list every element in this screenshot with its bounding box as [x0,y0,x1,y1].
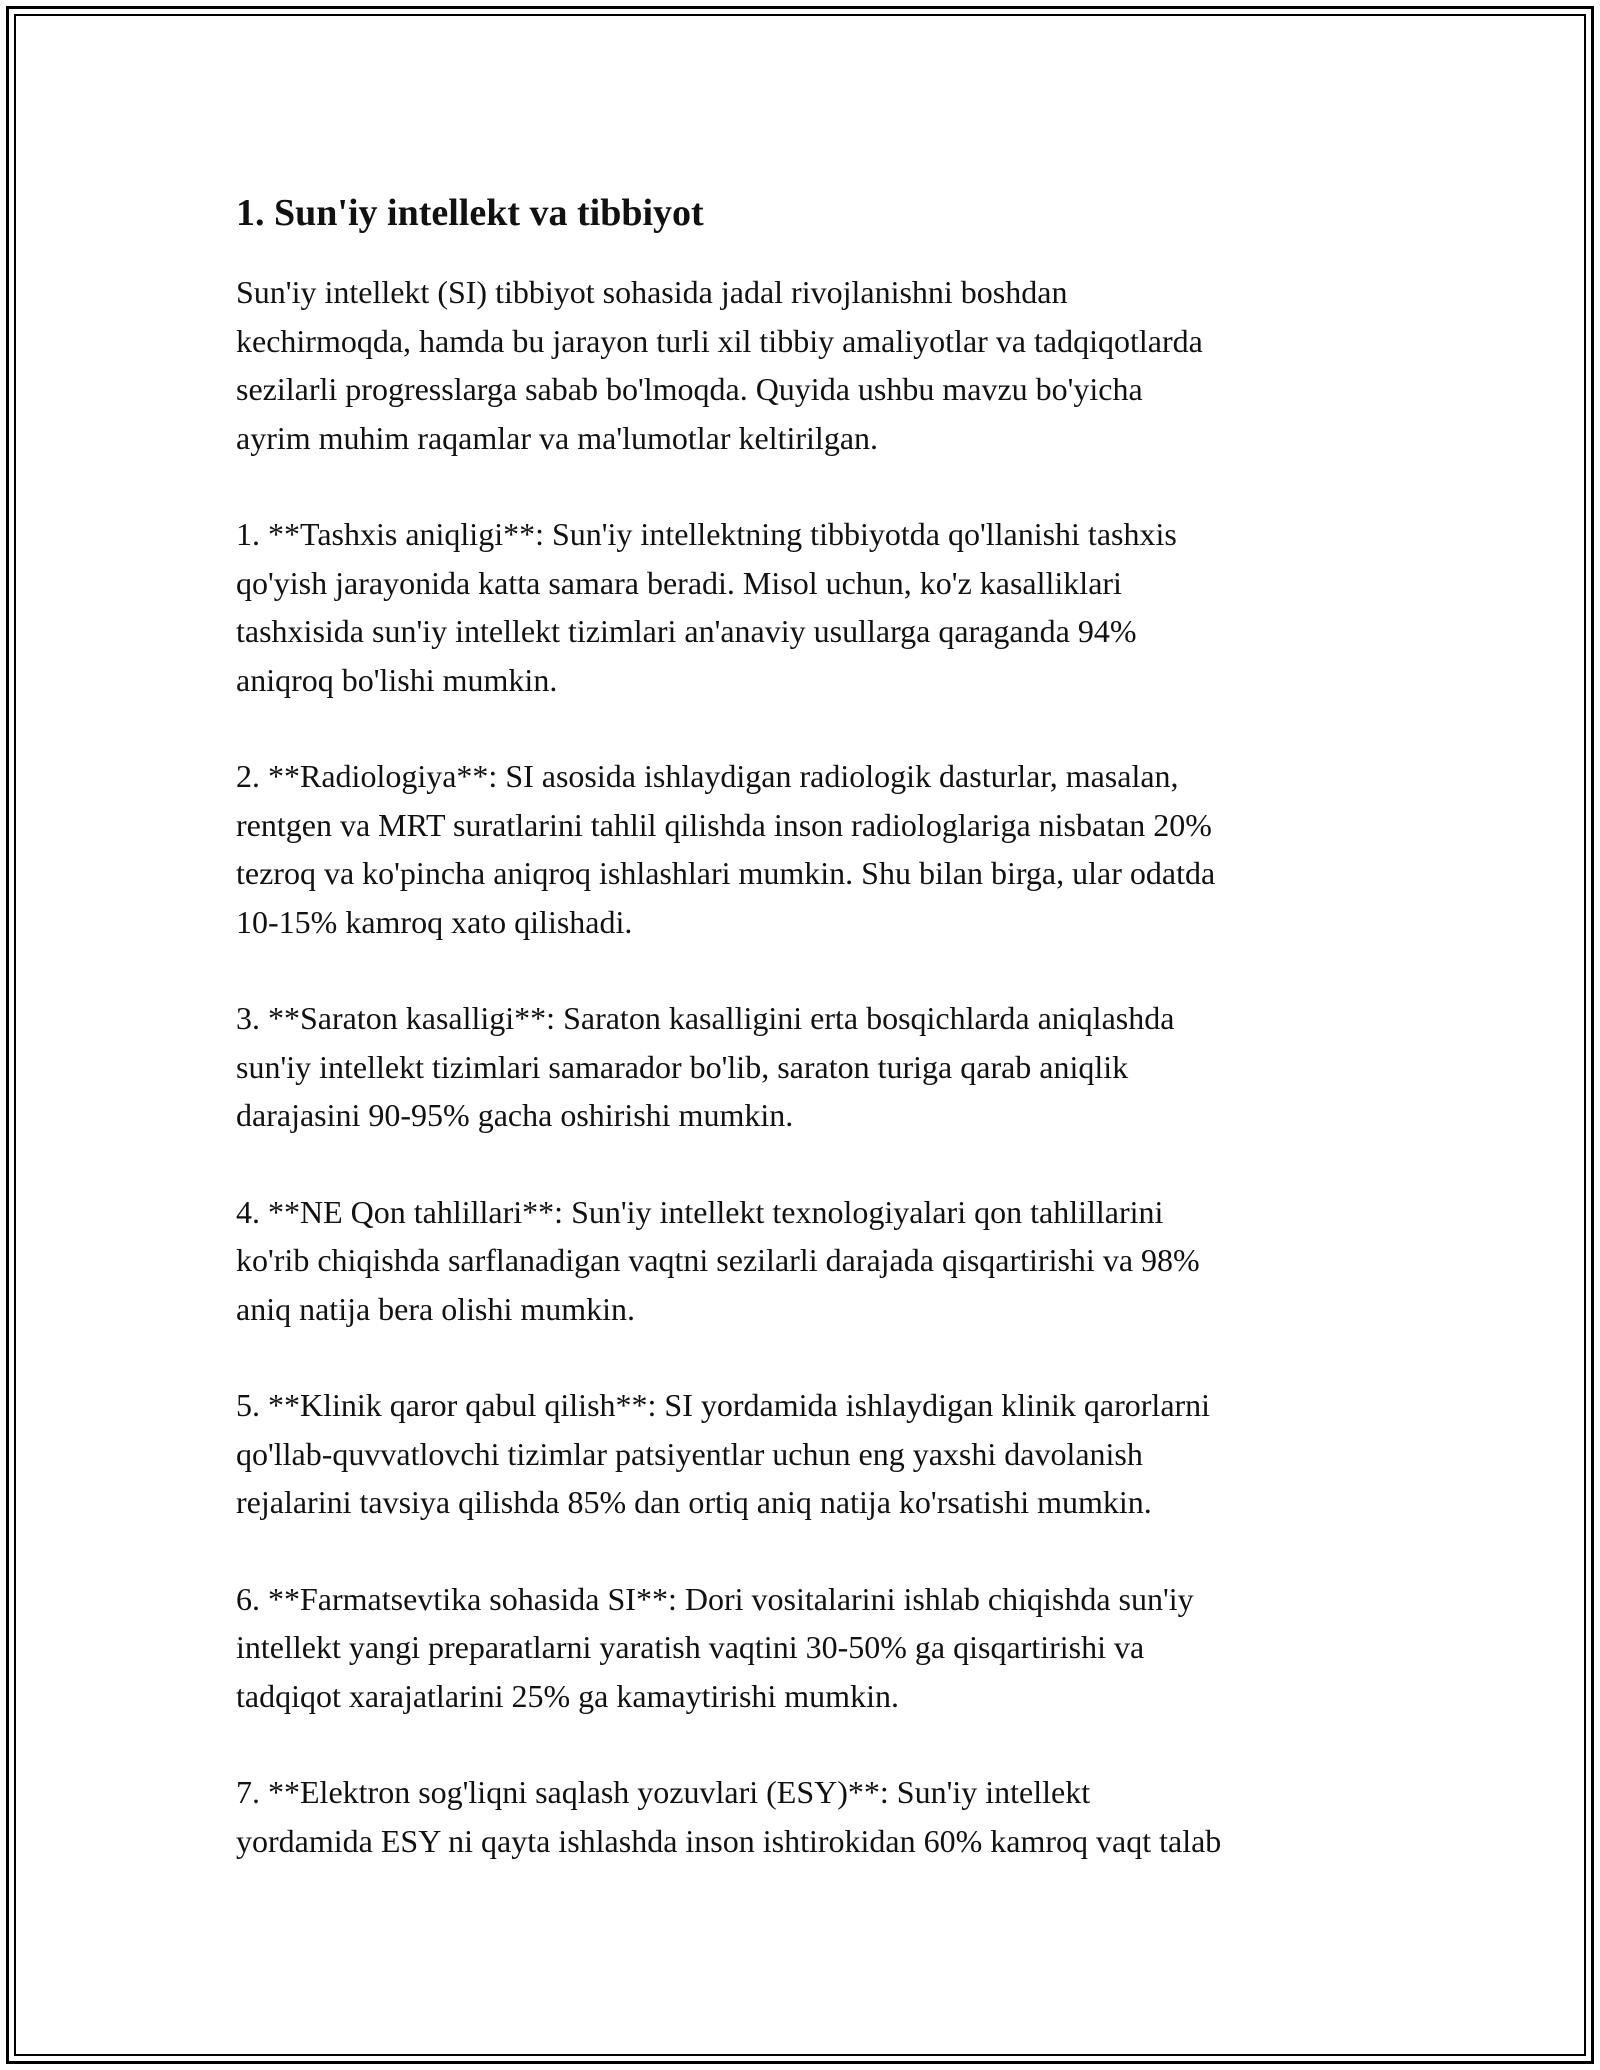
list-item-cancer: 3. **Saraton kasalligi**: Saraton kasalligini erta bosqichlarda aniqlashda sun'iy intellekt tizimlari samarador bo'lib, saraton turiga qarab aniqlik darajasini 90-95% gacha oshirishi mumkin. [236,1000,1175,1133]
intro-paragraph: Sun'iy intellekt (SI) tibbiyot sohasida jadal rivojlanishni boshdan kechirmoqda, hamda bu jarayon turli xil tibbiy amaliyotlar va tadqiqotlarda sezilarli progresslarga sabab bo'lmoqda. Quyida ushbu mavzu bo'yicha ayrim muhim raqamlar va ma'lumotlar keltirilgan. [236,274,1203,456]
list-item-diagnosis-accuracy: 1. **Tashxis aniqligi**: Sun'iy intellektning tibbiyotda qo'llanishi tashxis qo'yish jarayonida katta samara beradi. Misol uchun, ko'z kasalliklari tashxisida sun'iy intellekt tizimlari an'anaviy usullarga qaraganda 94% aniqroq bo'lishi mumkin. [236,516,1177,698]
list-item-electronic-health-records: 7. **Elektron sog'liqni saqlash yozuvlari (ESY)**: Sun'iy intellekt yordamida ESY ni qayta ishlashda inson ishtirokidan 60% kamroq vaqt talab [236,1774,1222,1859]
list-item-radiology: 2. **Radiologiya**: SI asosida ishlaydigan radiologik dasturlar, masalan, rentgen va MRT suratlarini tahlil qilishda inson radiologlariga nisbatan 20% tezroq va ko'pincha aniqroq ishlashlari mumkin. Shu bilan birga, ular odatda 10-15% kamroq xato qilishadi. [236,758,1216,940]
list-item-clinical-decision: 5. **Klinik qaror qabul qilish**: SI yordamida ishlaydigan klinik qarorlarni qo'llab-quvvatlovchi tizimlar patsiyentlar uchun eng yaxshi davolanish rejalarini tavsiya qilishda 85% dan ortiq aniq natija ko'rsatishi mumkin. [236,1387,1211,1520]
page-title: 1. Sun'iy intellekt va tibbiyot [236,192,704,234]
list-item-pharmaceutics: 6. **Farmatsevtika sohasida SI**: Dori vositalarini ishlab chiqishda sun'iy intellekt yangi preparatlarni yaratish vaqtini 30-50% ga qisqartirishi va tadqiqot xarajatlarini 25% ga kamaytirishi mumkin. [236,1580,1194,1714]
document-body [236,188,1386,1913]
list-item-blood-analysis: 4. **NE Qon tahlillari**: Sun'iy intellekt texnologiyalari qon tahlillarini ko'rib chiqishda sarflanadigan vaqtni sezilarli darajada qisqartirishi va 98% aniq natija bera olishi mumkin. [236,1193,1200,1327]
